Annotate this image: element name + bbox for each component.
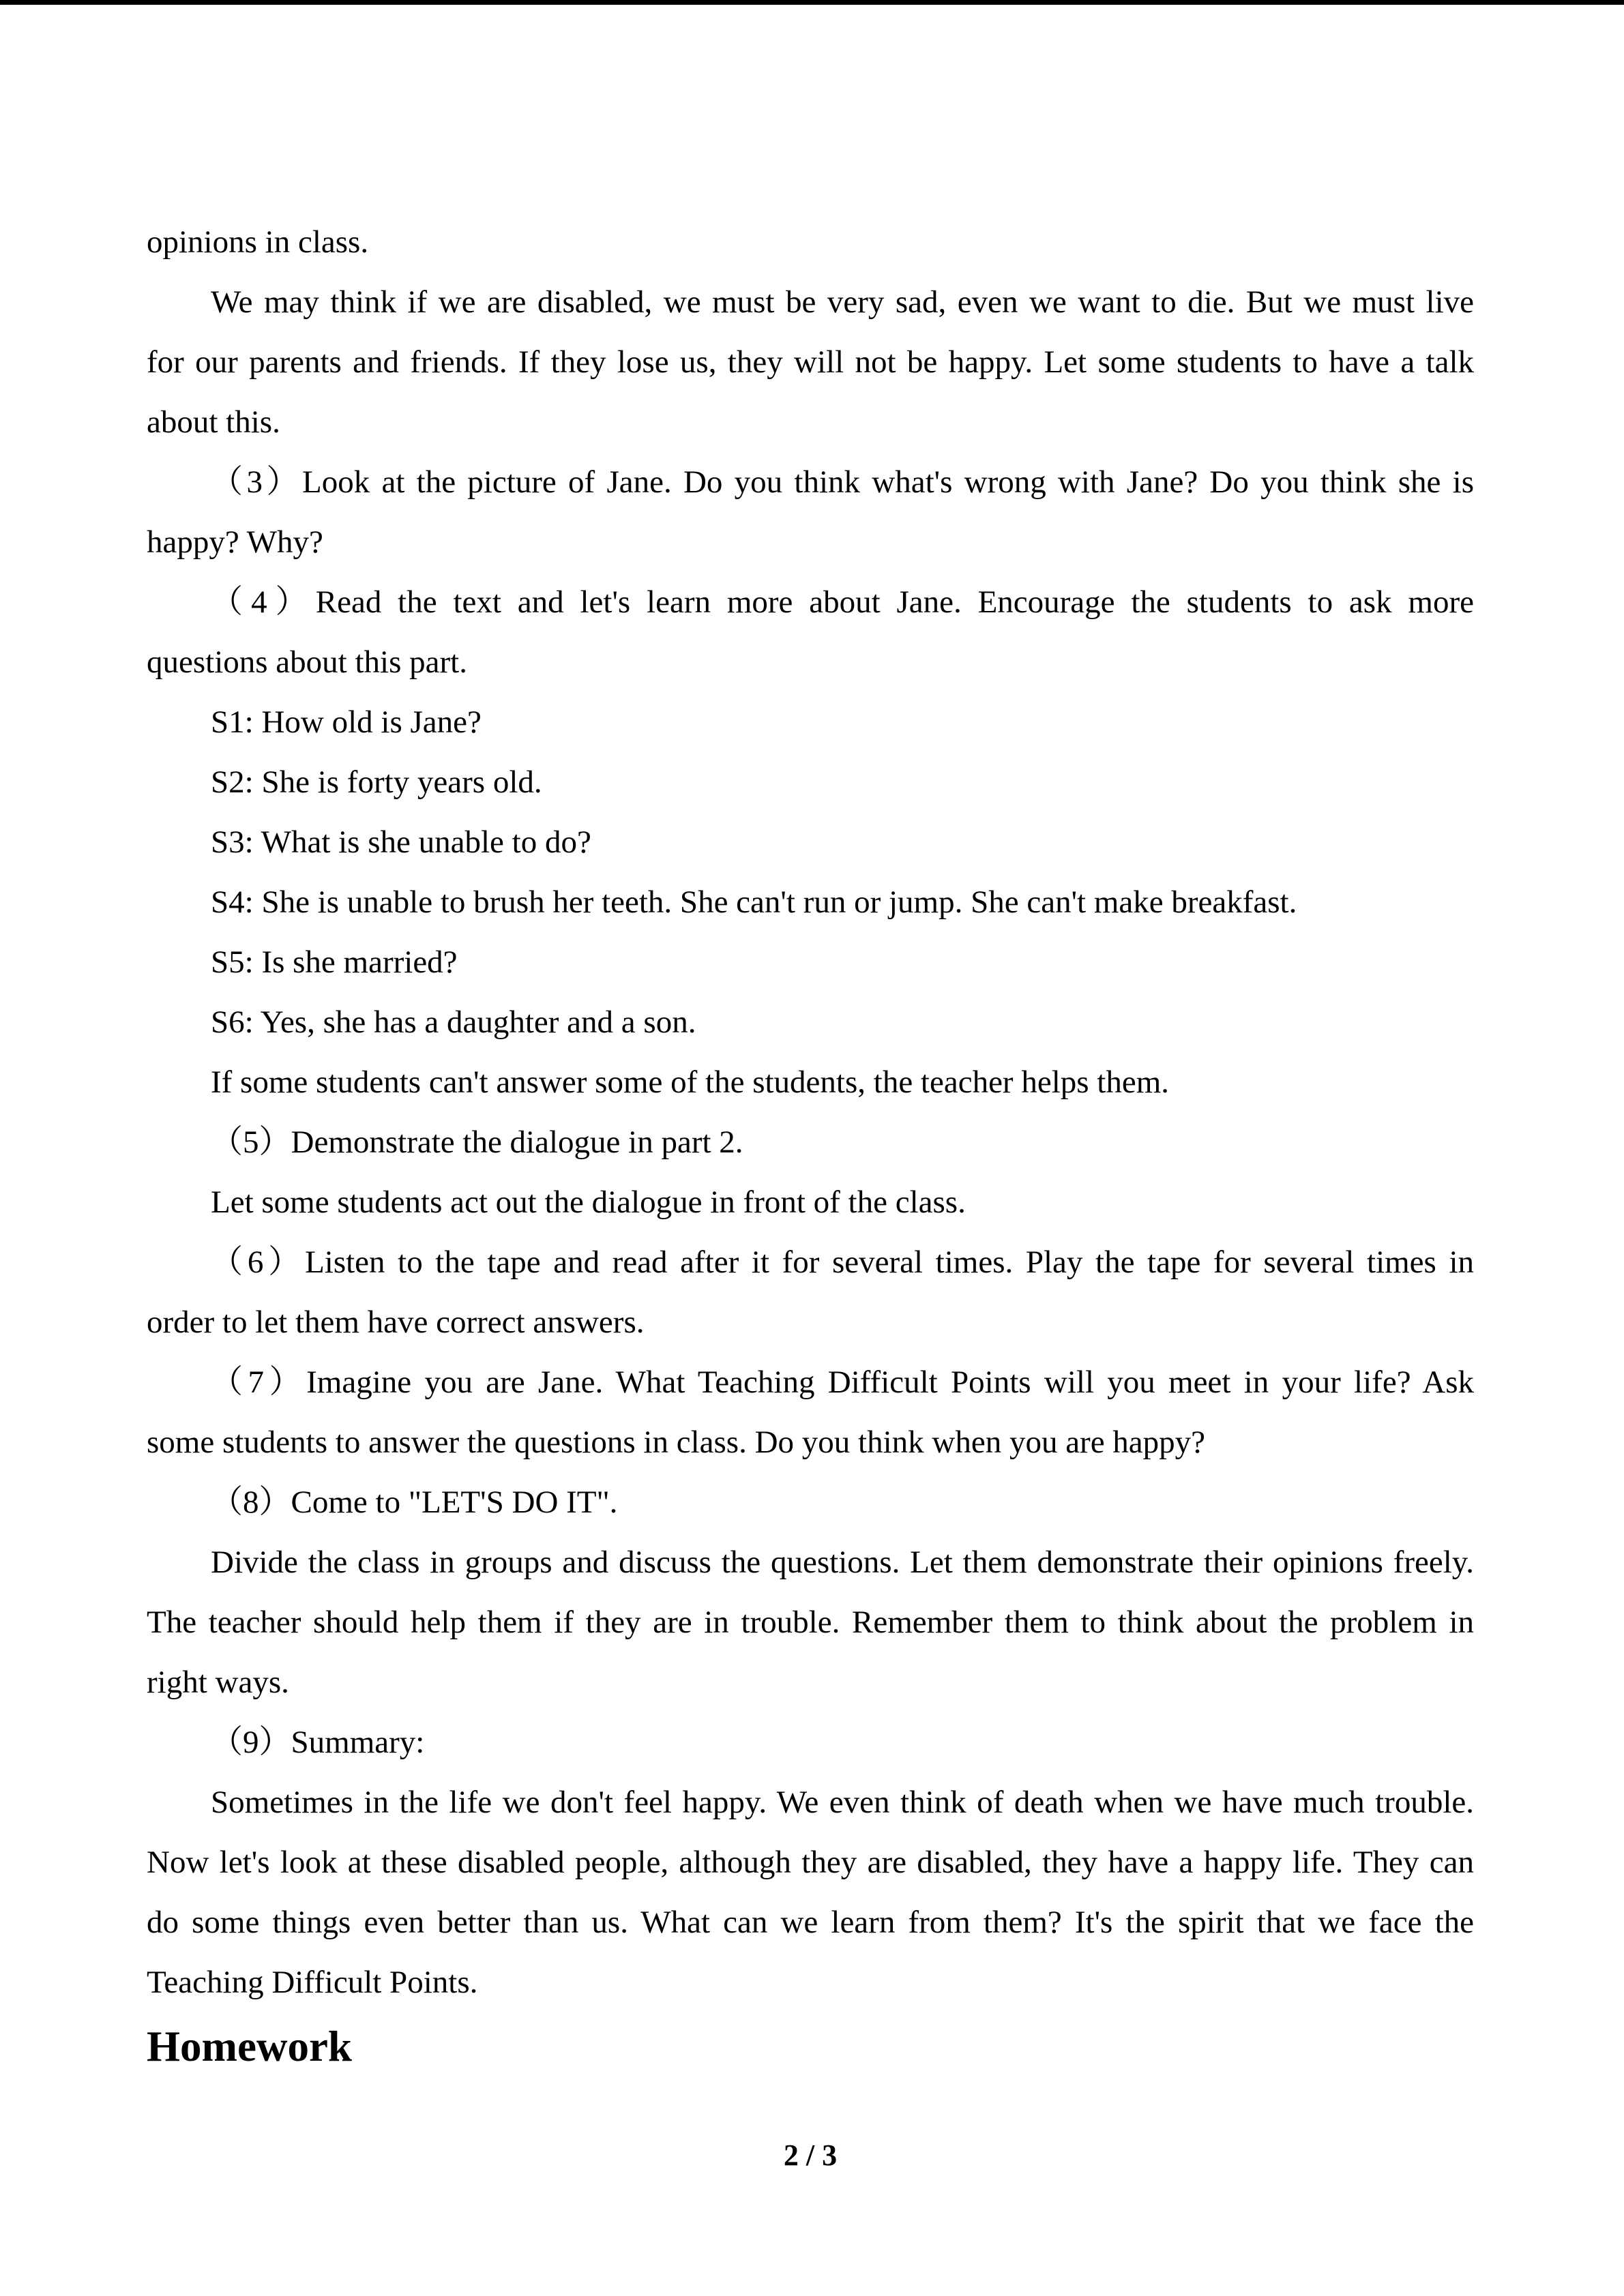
text-line: S1: How old is Jane? <box>211 704 482 740</box>
page-number: 2 / 3 <box>783 2138 838 2172</box>
text-line: Divide the class in groups and discuss the questions. Let them demonstrate their opinions freely. <box>211 1545 1474 1580</box>
top-border-bar <box>0 0 1624 5</box>
text-line: Now let's look at these disabled people, although they are disabled, they have a happy life. They can <box>147 1845 1474 1880</box>
text-line: opinions in class. <box>147 224 369 260</box>
text-line: S3: What is she unable to do? <box>211 824 591 860</box>
text-line: right ways. <box>147 1665 289 1700</box>
text-line: （6）Listen to the tape and read after it for several times. Play the tape for several times in <box>211 1244 1474 1280</box>
text-line: If some students can't answer some of the students, the teacher helps them. <box>211 1064 1170 1100</box>
text-line: （5）Demonstrate the dialogue in part 2. <box>211 1124 743 1160</box>
text-line: order to let them have correct answers. <box>147 1304 645 1340</box>
text-line: （9）Summary: <box>211 1725 425 1760</box>
document-content <box>0 5 1624 2173</box>
text-line: S4: She is unable to brush her teeth. She can't run or jump. She can't make breakfast. <box>211 884 1297 920</box>
text-line: Sometimes in the life we don't feel happy. We even think of death when we have much trouble. <box>211 1785 1474 1820</box>
page-footer <box>147 2138 1474 2173</box>
text-line: （8）Come to "LET'S DO IT". <box>211 1485 618 1520</box>
text-line: （4）Read the text and let's learn more about Jane. Encourage the students to ask more <box>211 584 1474 620</box>
text-line: Let some students act out the dialogue in front of the class. <box>211 1184 966 1220</box>
text-line: questions about this part. <box>147 644 467 680</box>
text-line: The teacher should help them if they are in trouble. Remember them to think about the problem in <box>147 1605 1474 1640</box>
text-line: （7）Imagine you are Jane. What Teaching Difficult Points will you meet in your life? Ask <box>211 1365 1474 1400</box>
text-line: S5: Is she married? <box>211 944 458 980</box>
text-line: S2: She is forty years old. <box>211 764 542 800</box>
text-line: （3）Look at the picture of Jane. Do you think what's wrong with Jane? Do you think she is <box>211 464 1474 500</box>
text-line: We may think if we are disabled, we must be very sad, even we want to die. But we must live <box>211 284 1474 320</box>
text-line: some students to answer the questions in class. Do you think when you are happy? <box>147 1425 1206 1460</box>
text-line: happy? Why? <box>147 524 323 560</box>
document-body <box>147 212 1474 2012</box>
text-line: do some things even better than us. What can we learn from them? It's the spirit that we face the <box>147 1905 1474 1940</box>
text-line: Teaching Difficult Points. <box>147 1965 478 2000</box>
text-line: about this. <box>147 404 280 440</box>
text-line: S6: Yes, she has a daughter and a son. <box>211 1004 696 1040</box>
text-line: for our parents and friends. If they lose us, they will not be happy. Let some students to have a talk <box>147 344 1474 380</box>
homework-heading: Homework <box>147 2023 352 2070</box>
